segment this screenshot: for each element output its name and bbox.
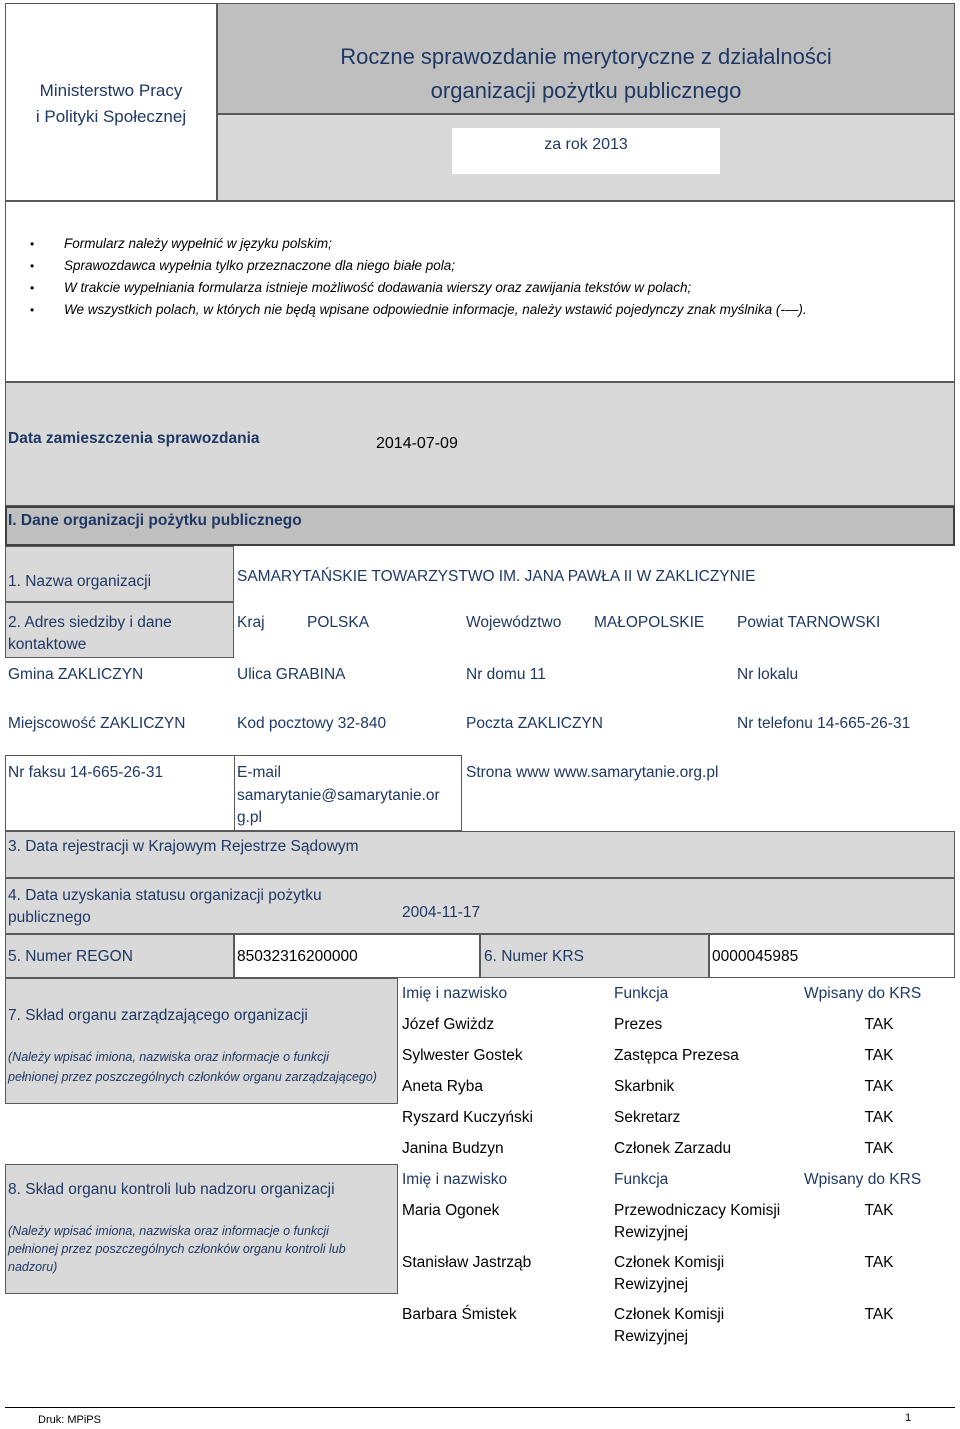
control-header-function: Funkcja xyxy=(614,1171,669,1188)
regon-label: 5. Numer REGON xyxy=(8,948,133,965)
management-member-function[interactable]: Zastępca Prezesa xyxy=(614,1047,739,1064)
krs-date-label: 3. Data rejestracji w Krajowym Rejestrze Sądowym xyxy=(8,838,359,855)
management-title: 7. Skład organu zarządzającego organizacji xyxy=(8,1007,308,1024)
regon-value: 85032316200000 xyxy=(237,948,358,965)
control-note-2: pełnionej przez poszczególnych członków organu kontroli lub xyxy=(8,1242,346,1256)
email-line1[interactable]: samarytanie@samarytanie.or xyxy=(237,787,440,804)
powiat-value[interactable]: Powiat TARNOWSKI xyxy=(737,614,881,631)
management-member-krs[interactable]: TAK xyxy=(864,1140,894,1157)
wojewodztwo-label: Województwo xyxy=(466,614,562,631)
title-line2: organizacji pożytku publicznego xyxy=(430,78,742,103)
section1-title: I. Dane organizacji pożytku publicznego xyxy=(8,512,302,529)
management-header-name: Imię i nazwisko xyxy=(402,985,508,1002)
address-label-1: 2. Adres siedziby i dane xyxy=(8,614,172,631)
status-label-2: publicznego xyxy=(8,909,91,926)
management-member-name[interactable]: Sylwester Gostek xyxy=(402,1047,523,1064)
instruction-item: • Formularz należy wypełnić w języku polskim; xyxy=(30,233,807,255)
footer-print: Druk: MPiPS xyxy=(38,1414,101,1426)
title-line1: Roczne sprawozdanie merytoryczne z działalności xyxy=(340,44,832,69)
control-title: 8. Skład organu kontroli lub nadzoru organizacji xyxy=(8,1181,335,1198)
management-member-name[interactable]: Ryszard Kuczyński xyxy=(402,1109,533,1126)
miejscowosc-value[interactable]: Miejscowość ZAKLICZYN xyxy=(8,715,186,732)
krs-label: 6. Numer KRS xyxy=(484,948,584,965)
management-member-krs[interactable]: TAK xyxy=(864,1078,894,1095)
control-member-name[interactable]: Maria Ogonek xyxy=(402,1202,500,1219)
management-header-krs: Wpisany do KRS xyxy=(804,985,922,1002)
ministry-line1: Ministerstwo Pracy xyxy=(39,81,183,100)
status-label-1: 4. Data uzyskania statusu organizacji pożytku xyxy=(8,887,322,904)
instruction-item: • W trakcie wypełniania formularza istnieje możliwość dodawania wierszy oraz zawijania tekstów w polach; xyxy=(30,277,807,299)
footer-rule xyxy=(5,1407,955,1408)
control-member-function[interactable]: Członek Komisji xyxy=(614,1306,725,1323)
email-label: E-mail xyxy=(237,764,281,781)
management-member-function[interactable]: Sekretarz xyxy=(614,1109,681,1126)
management-member-function[interactable]: Skarbnik xyxy=(614,1078,675,1095)
faks-value[interactable]: Nr faksu 14-665-26-31 xyxy=(8,764,164,781)
management-member-function[interactable]: Prezes xyxy=(614,1016,663,1033)
management-member-krs[interactable]: TAK xyxy=(864,1016,894,1033)
krs-value: 0000045985 xyxy=(712,948,799,965)
org-name-value: SAMARYTAŃSKIE TOWARZYSTWO IM. JANA PAWŁA II W ZAKLICZYNIE xyxy=(237,568,756,585)
org-name-label: 1. Nazwa organizacji xyxy=(8,573,152,590)
management-member-name[interactable]: Aneta Ryba xyxy=(402,1078,483,1095)
report-date-label: Data zamieszczenia sprawozdania xyxy=(8,430,260,447)
management-member-name[interactable]: Janina Budzyn xyxy=(402,1140,504,1157)
control-member-name[interactable]: Barbara Śmistek xyxy=(402,1306,517,1323)
kod-pocztowy-value[interactable]: Kod pocztowy 32-840 xyxy=(237,715,387,732)
address-label-2: kontaktowe xyxy=(8,636,87,653)
page-number: 1 xyxy=(905,1412,912,1424)
management-member-name[interactable]: Józef Gwiżdz xyxy=(402,1016,495,1033)
telefon-value[interactable]: Nr telefonu 14-665-26-31 xyxy=(737,715,911,732)
kraj-value[interactable]: POLSKA xyxy=(307,614,370,631)
control-header-krs: Wpisany do KRS xyxy=(804,1171,922,1188)
report-date-value[interactable]: 2014-07-09 xyxy=(376,435,458,452)
control-member-krs[interactable]: TAK xyxy=(864,1254,894,1271)
management-note-1: (Należy wpisać imiona, nazwiska oraz informacje o funkcji xyxy=(8,1050,329,1064)
nr-domu-value[interactable]: Nr domu 11 xyxy=(466,666,546,683)
email-line2[interactable]: g.pl xyxy=(237,809,262,826)
control-member-function-cont[interactable]: Rewizyjnej xyxy=(614,1276,689,1293)
ministry-line2: i Polityki Społecznej xyxy=(35,107,187,126)
wojewodztwo-value[interactable]: MAŁOPOLSKIE xyxy=(594,614,705,631)
www-value[interactable]: Strona www www.samarytanie.org.pl xyxy=(466,764,719,781)
management-note-2: pełnionej przez poszczególnych członków organu zarządzającego) xyxy=(8,1070,377,1084)
instruction-item: • We wszystkich polach, w których nie będą wpisane odpowiednie informacje, należy wstawić pojedynczy znak myślnika (-—). xyxy=(30,299,807,321)
management-header-function: Funkcja xyxy=(614,985,669,1002)
control-member-function-cont[interactable]: Rewizyjnej xyxy=(614,1224,689,1241)
control-member-function[interactable]: Członek Komisji xyxy=(614,1254,725,1271)
nr-lokalu-value[interactable]: Nr lokalu xyxy=(737,666,799,683)
instruction-item: • Sprawozdawca wypełnia tylko przeznaczone dla niego białe pola; xyxy=(30,255,807,277)
control-note-3: nadzoru) xyxy=(8,1260,58,1274)
control-member-function[interactable]: Przewodniczacy Komisji xyxy=(614,1202,781,1219)
status-value[interactable]: 2004-11-17 xyxy=(402,904,481,921)
year-label: za rok 2013 xyxy=(544,136,628,153)
gmina-value[interactable]: Gmina ZAKLICZYN xyxy=(8,666,144,683)
management-member-krs[interactable]: TAK xyxy=(864,1047,894,1064)
kraj-label: Kraj xyxy=(237,614,265,631)
management-member-function[interactable]: Członek Zarzadu xyxy=(614,1140,732,1157)
control-header-name: Imię i nazwisko xyxy=(402,1171,508,1188)
poczta-value[interactable]: Poczta ZAKLICZYN xyxy=(466,715,603,732)
control-member-name[interactable]: Stanisław Jastrząb xyxy=(402,1254,532,1271)
instructions-list xyxy=(30,233,807,321)
management-member-krs[interactable]: TAK xyxy=(864,1109,894,1126)
control-member-krs[interactable]: TAK xyxy=(864,1306,894,1323)
control-note-1: (Należy wpisać imiona, nazwiska oraz informacje o funkcji xyxy=(8,1224,329,1238)
ulica-value[interactable]: Ulica GRABINA xyxy=(237,666,346,683)
control-member-function-cont[interactable]: Rewizyjnej xyxy=(614,1328,689,1345)
control-member-krs[interactable]: TAK xyxy=(864,1202,894,1219)
